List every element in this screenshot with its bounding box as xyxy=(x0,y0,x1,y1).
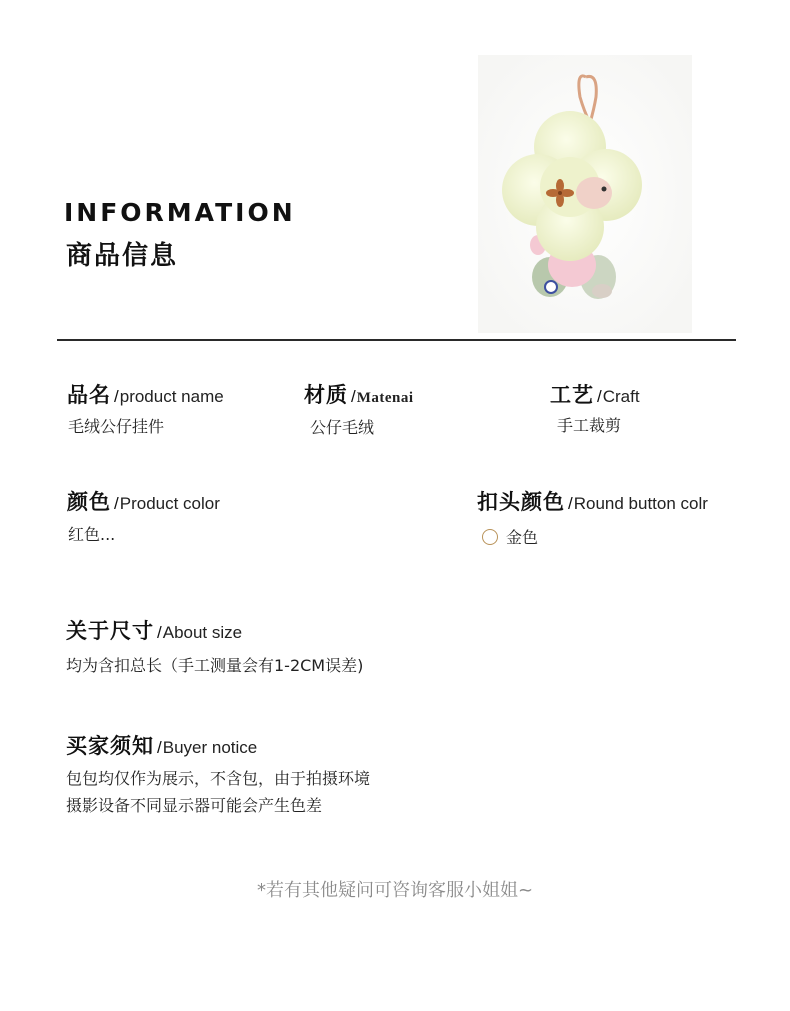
size-label-cn: 关于尺寸 xyxy=(66,618,154,643)
header-divider xyxy=(57,339,736,341)
craft-label-en: Craft xyxy=(602,387,640,406)
product-name-value: 毛绒公仔挂件 xyxy=(68,417,165,436)
plush-keychain-illustration xyxy=(478,55,692,333)
size-label xyxy=(66,615,242,645)
product-image xyxy=(478,55,692,333)
button-color-label-en: Round button colr xyxy=(573,494,708,513)
button-color-label-cn: 扣头颜色 xyxy=(477,489,565,514)
notice-text xyxy=(66,765,370,819)
craft-label-cn: 工艺 xyxy=(550,382,594,407)
product-color-value: 红色... xyxy=(68,525,116,544)
product-color-label-cn: 颜色 xyxy=(67,489,111,514)
size-value: 均为含扣总长（手工测量会有1-2CM误差) xyxy=(66,656,364,675)
label-separator: / xyxy=(351,387,356,406)
material-value: 公仔毛绒 xyxy=(310,418,375,437)
product-name-label-en: product name xyxy=(119,387,224,406)
product-color-label xyxy=(67,486,220,516)
craft-value: 手工裁剪 xyxy=(557,416,622,435)
footer-note: *若有其他疑问可咨询客服小姐姐~ xyxy=(256,880,534,901)
notice-line-1: 包包均仅作为展示，不含包，由于拍摄环境 xyxy=(66,769,371,788)
button-color-option[interactable] xyxy=(482,525,538,548)
material-label-cn: 材质 xyxy=(304,382,348,407)
label-separator: / xyxy=(114,494,119,513)
label-separator: / xyxy=(114,387,119,406)
button-color-label xyxy=(477,486,708,516)
material-label xyxy=(304,379,414,409)
label-separator: / xyxy=(597,387,602,406)
product-color-label-en: Product color xyxy=(119,494,220,513)
radio-circle-icon[interactable] xyxy=(482,529,498,545)
notice-line-2: 摄影设备不同显示器可能会产生色差 xyxy=(66,796,323,815)
notice-label-cn: 买家须知 xyxy=(66,733,154,758)
label-separator: / xyxy=(157,623,162,642)
size-label-en: About size xyxy=(162,623,243,642)
label-separator: / xyxy=(157,738,162,757)
notice-label xyxy=(66,730,257,760)
craft-label xyxy=(550,379,640,409)
section-title-en: INFORMATION xyxy=(64,198,296,227)
label-separator: / xyxy=(568,494,573,513)
button-color-value: 金色 xyxy=(506,528,539,547)
notice-label-en: Buyer notice xyxy=(162,738,258,757)
product-name-label xyxy=(67,379,224,409)
section-title-cn: 商品信息 xyxy=(66,241,179,271)
product-name-label-cn: 品名 xyxy=(67,382,111,407)
material-label-en: Matenai xyxy=(356,390,414,406)
